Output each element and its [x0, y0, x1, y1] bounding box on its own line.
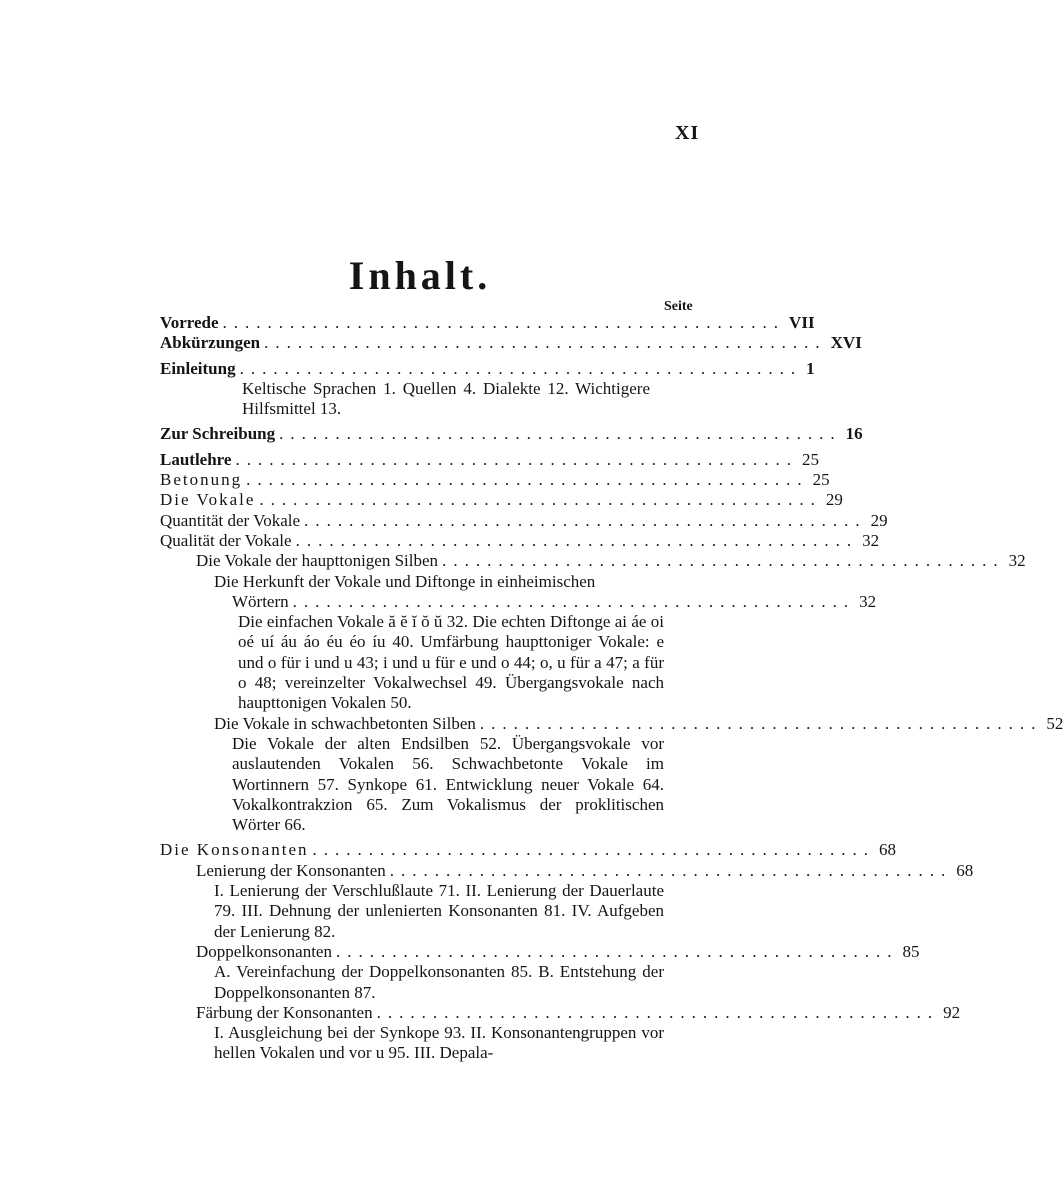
toc-entry-title: Betonung [160, 470, 243, 490]
toc-entry-lenierung [196, 860, 974, 881]
toc-entry-page: 68 [879, 840, 897, 860]
toc-entry-title: Vorrede [160, 313, 219, 332]
table-of-contents [160, 313, 1063, 1064]
toc-entry-title: Lenierung der Konsonanten [196, 860, 386, 880]
toc-entry-title: Lautlehre [160, 449, 232, 469]
dot-leader: .................................................. [479, 713, 1043, 733]
toc-entry-description: Keltische Sprachen 1. Quellen 4. Dialekte 12. Wichtigere Hilfsmittel 13. [242, 378, 650, 419]
toc-entry-description: I. Lenierung der Verschlußlaute 71. II. Lenierung der Dauerlaute 79. III. Dehnung der unlenierten Konsonanten 81. IV. Aufgeben der Lenierung 82. [214, 881, 664, 941]
toc-entry-betonung [160, 470, 830, 490]
toc-entry-page: 92 [943, 1002, 961, 1022]
toc-entry-description: A. Vereinfachung der Doppelkonsonanten 85. B. Entstehung der Doppelkonsonanten 87. [214, 962, 664, 1002]
dot-leader: .................................................. [246, 470, 809, 490]
toc-entry-title: Einleitung [160, 358, 236, 378]
dot-leader: .................................................. [235, 449, 798, 469]
page-number: XI [675, 122, 700, 144]
dot-leader: .................................................. [295, 530, 859, 550]
dot-leader: .................................................. [376, 1002, 940, 1022]
toc-entry-abkuerzungen [160, 333, 862, 353]
dot-leader: .................................................. [312, 840, 876, 860]
toc-entry-zur-schreibung [160, 424, 863, 444]
dot-leader: .................................................. [279, 424, 842, 444]
toc-entry-qualitaet [160, 530, 880, 551]
toc-entry-title: Die Vokale [160, 490, 256, 510]
toc-entry-vorrede [160, 313, 815, 333]
toc-entry-page: 68 [956, 860, 974, 880]
toc-entry-page: 52 [1046, 713, 1063, 733]
toc-entry-title: Doppelkonsonanten [196, 941, 332, 961]
toc-entry-faerbung [196, 1002, 961, 1023]
toc-entry-lautlehre [160, 449, 819, 470]
dot-leader: .................................................. [304, 510, 867, 530]
toc-entry-schwachbetonte-silben [214, 713, 1063, 734]
toc-entry-title: Qualität der Vokale [160, 530, 292, 550]
page-column-label: Seite [664, 299, 693, 314]
toc-entry-page: XVI [830, 333, 862, 353]
toc-entry-page: 32 [862, 530, 880, 550]
toc-entry-title: Die Konsonanten [160, 840, 309, 860]
toc-entry-title: Die Vokale in schwachbetonten Silben [214, 713, 476, 733]
toc-entry-page: 29 [825, 490, 843, 510]
toc-entry-page: 29 [870, 510, 888, 530]
toc-entry-herkunft-line1: Die Herkunft der Vokale und Diftonge in einheimischen [214, 571, 596, 591]
toc-entry-konsonanten [160, 840, 897, 860]
dot-leader: .................................................. [292, 591, 856, 611]
toc-entry-page: 32 [1008, 551, 1026, 571]
toc-entry-title: Färbung der Konsonanten [196, 1002, 373, 1022]
toc-entry-doppelkonsonanten [196, 941, 920, 962]
dot-leader: .................................................. [222, 313, 786, 332]
toc-entry-page: 25 [801, 449, 819, 469]
toc-entry-description: I. Ausgleichung bei der Synkope 93. II. Konsonantengruppen vor hellen Vokalen und vor u 95. III. Depala- [214, 1023, 664, 1063]
toc-entry-page: 16 [845, 424, 863, 444]
page-title: Inhalt. [348, 253, 492, 298]
toc-entry-description: Die Vokale der alten Endsilben 52. Übergangsvokale vor auslautenden Vokalen 56. Schwachbetonte Vokale im Wortinnern 57. Synkope 61. Entwicklung neuer Vokale 64. Vokalkontrakzion 65. Zum Vokalismus der proklitischen Wörter 66. [232, 733, 664, 835]
toc-entry-page: 85 [902, 941, 920, 961]
dot-leader: .................................................. [442, 551, 1005, 571]
toc-entry-page: 1 [806, 358, 815, 378]
toc-entry-quantitaet [160, 510, 888, 531]
toc-entry-title: Wörtern [232, 591, 289, 611]
toc-entry-herkunft-line2 [232, 591, 877, 612]
dot-leader: .................................................. [239, 358, 803, 378]
toc-entry-page: 25 [812, 470, 830, 490]
toc-entry-haupttonige-silben [196, 551, 1026, 571]
toc-entry-title: Quantität der Vokale [160, 510, 301, 530]
dot-leader: .................................................. [259, 490, 822, 510]
toc-entry-page: VII [789, 313, 815, 332]
toc-entry-description: Die einfachen Vokale ă ĕ ĭ ŏ ŭ 32. Die echten Diftonge ai áe oi oé uí áu áo éu éo íu 40. Umfärbung haupttoniger Vokale: e und o für i und u 43; i und u für e und o 44; o, u für a 47; a für o 48; vereinzelter Vokalwechsel 49. Übergangsvokale nach haupttonigen Vokalen 50. [238, 612, 664, 713]
dot-leader: .................................................. [389, 860, 953, 880]
toc-entry-die-vokale [160, 490, 843, 510]
toc-entry-title: Die Vokale der haupttonigen Silben [196, 551, 439, 571]
toc-entry-title: Abkürzungen [160, 333, 261, 353]
toc-entry-title: Zur Schreibung [160, 424, 276, 444]
toc-entry-page: 32 [859, 591, 877, 611]
dot-leader: .................................................. [264, 333, 827, 353]
dot-leader: .................................................. [335, 941, 899, 961]
toc-entry-einleitung [160, 358, 815, 379]
